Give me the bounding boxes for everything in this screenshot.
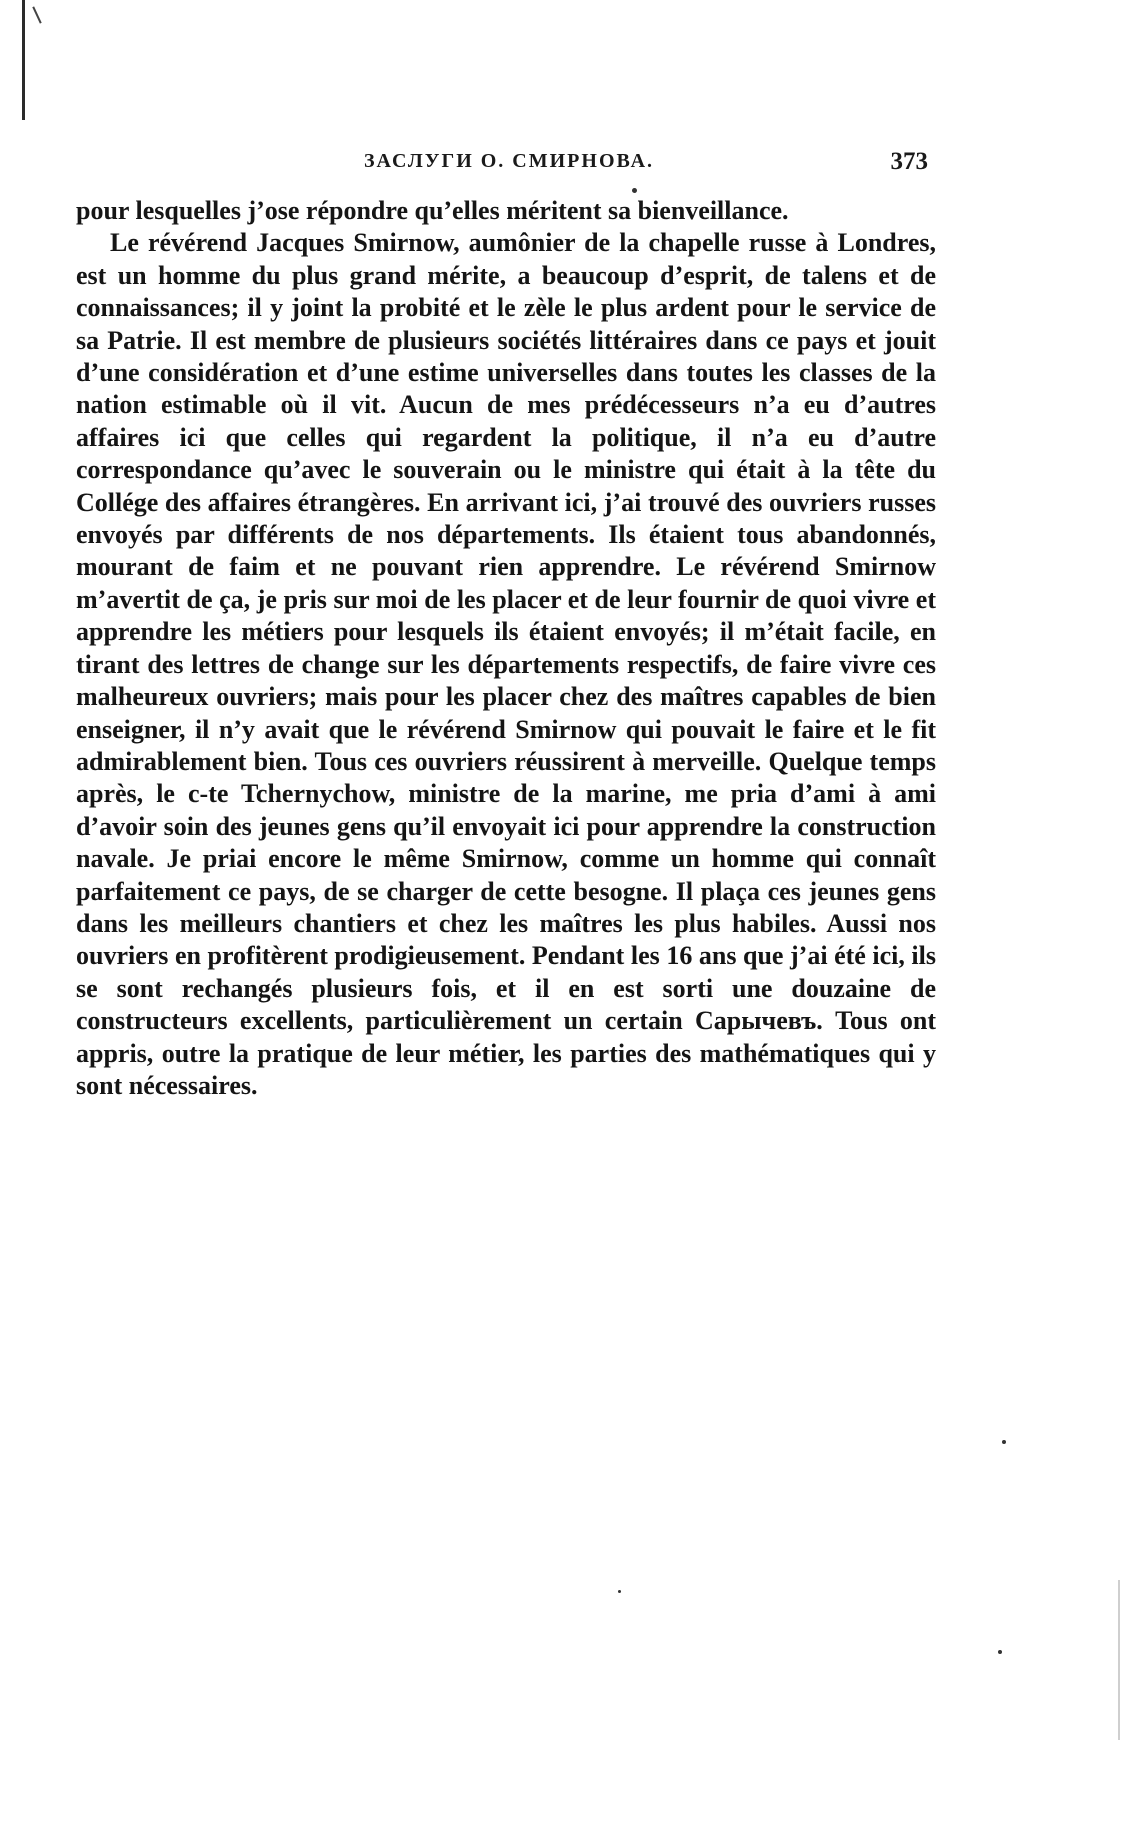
scan-edge-mark-right xyxy=(1118,1580,1120,1740)
running-header xyxy=(90,148,928,178)
paragraph: Le révérend Jacques Smirnow, aumônier de la chapelle russe à Londres, est un homme du plus grand mérite, a beaucoup d’esprit, de talens et de connaissances; il y joint la probité et le zèle le plus ardent pour le service de sa Patrie. Il est membre de plusieurs sociétés littéraires dans ce pays et jouit d’une considération et d’une estime universelles dans toutes les classes de la nation estimable où il vit. Aucun de mes prédécesseurs n’a eu d’autres affaires ici que celles qui regardent la politique, il n’a eu d’autre correspondance qu’avec le souverain ou le ministre qui était à la tête du Collége des affaires étrangères. En arrivant ici, j’ai trouvé des ouvriers russes envoyés par différents de nos départements. Ils étaient tous abandonnés, mourant de faim et ne pouvant rien apprendre. Le révérend Smirnow m’avertit de ça, je pris sur moi de les placer et de leur fournir de quoi vivre et apprendre les métiers pour lesquels ils étaient envoyés; il m’était facile, en tirant des lettres de change sur les départements respectifs, de faire vivre ces malheureux ouvriers; mais pour les placer chez des maîtres capables de bien enseigner, il n’y avait que le révérend Smirnow qui pouvait le faire et le fit admirablement bien. Tous ces ouvriers réussirent à merveille. Quelque temps après, le c-te Tchernychow, ministre de la marine, me pria d’ami à ami d’avoir soin des jeunes gens qu’il envoyait ici pour apprendre la construction navale. Je priai encore le même Smirnow, comme un homme qui connaît parfaitement ce pays, de se charger de cette besogne. Il plaça ces jeunes gens dans les meilleurs chantiers et chez les maîtres les plus habiles. Aussi nos ouvriers en profitèrent prodigieusement. Pendant les 16 ans que j’ai été ici, ils se sont rechangés plusieurs fois, et il en est sorti une douzaine de constructeurs excellents, particulièrement un certain Сарычевъ. Tous ont appris, outre la pratique de leur métier, les parties des mathématiques qui y sont nécessaires. xyxy=(76,228,936,1100)
paragraph: pour lesquelles j’ose répondre qu’elles méritent sa bienveillance. xyxy=(76,196,789,225)
scan-edge-mark xyxy=(22,0,25,120)
scan-speck xyxy=(618,1590,621,1593)
scan-speck xyxy=(632,188,637,193)
running-title: ЗАСЛУГИ О. СМИРНОВА. xyxy=(363,150,655,172)
scan-edge-tick xyxy=(32,6,41,23)
scan-speck xyxy=(1002,1440,1006,1444)
body-text xyxy=(76,195,936,1102)
page-number: 373 xyxy=(890,148,928,175)
scan-speck xyxy=(998,1650,1002,1654)
